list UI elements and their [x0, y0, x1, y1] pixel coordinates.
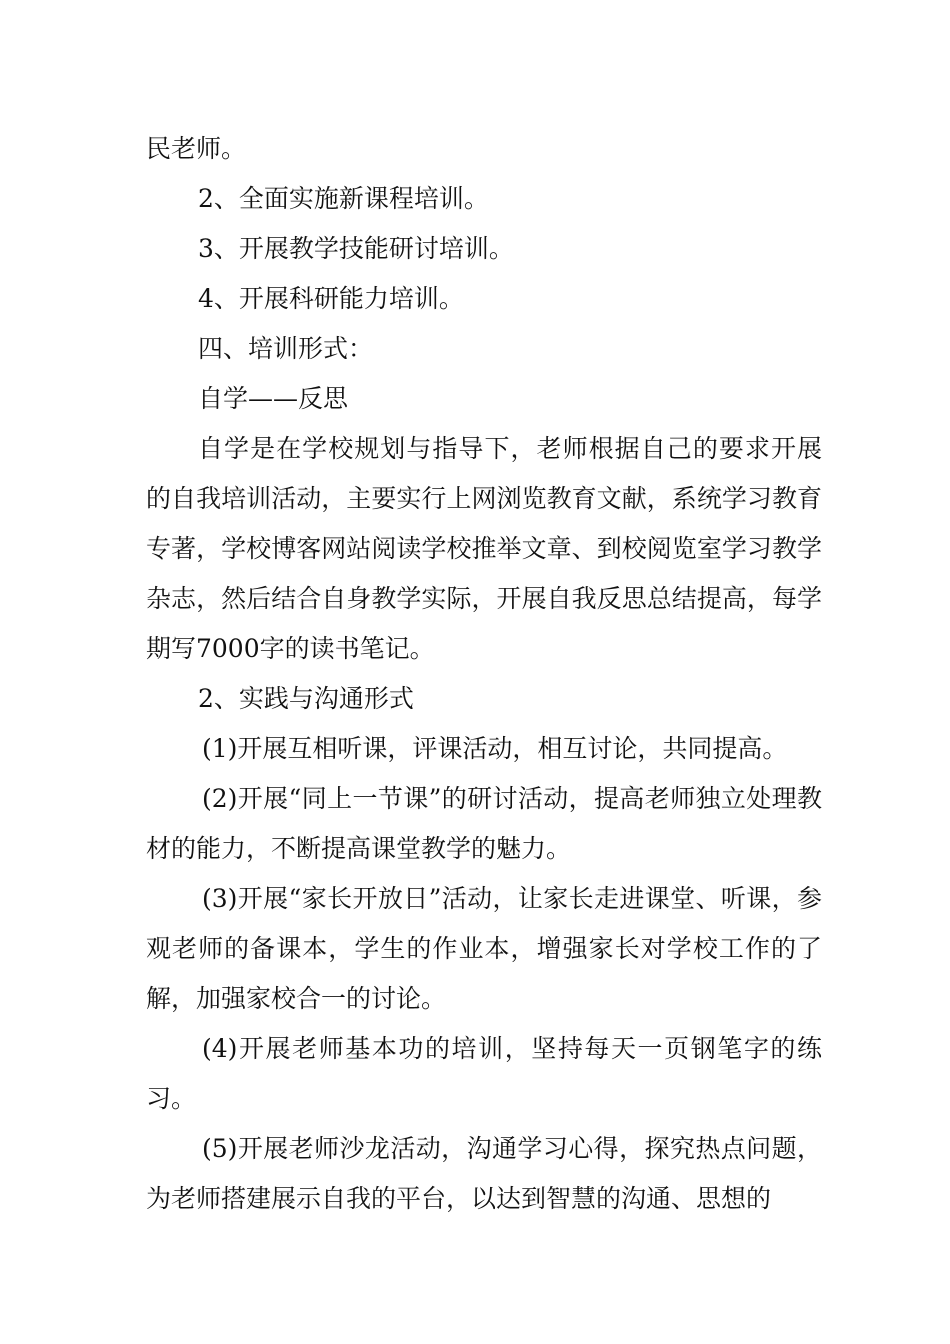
paragraph-practice-3: (3)开展“家长开放日”活动，让家长走进课堂、听课，参观老师的备课本，学生的作业本，增强家长对学校工作的了解，加强家校合一的讨论。 — [146, 884, 822, 1013]
paragraph-practice-2: (2)开展“同上一节课”的研讨活动，提高老师独立处理教材的能力，不断提高课堂教学的魅力。 — [146, 784, 822, 863]
paragraph-practice-4: (4)开展老师基本功的培训，坚持每天一页钢笔字的练习。 — [146, 1034, 822, 1113]
section-heading-training-forms: 四、培训形式： — [198, 334, 374, 363]
document-body — [146, 124, 822, 1224]
paragraph-continuation: 民老师。 — [146, 134, 247, 163]
subheading-practice: 2、实践与沟通形式 — [198, 684, 414, 713]
paragraph-self-study: 自学是在学校规划与指导下，老师根据自己的要求开展的自我培训活动，主要实行上网浏览教育文献，系统学习教育专著，学校博客网站阅读学校推举文章、到校阅览室学习教学杂志，然后结合自身教学实际，开展自我反思总结提高，每学期写7000字的读书笔记。 — [146, 434, 822, 663]
paragraph-item-4: 4、开展科研能力培训。 — [198, 284, 464, 313]
paragraph-item-2: 2、全面实施新课程培训。 — [198, 184, 489, 213]
paragraph-practice-5: (5)开展老师沙龙活动，沟通学习心得，探究热点问题，为老师搭建展示自我的平台，以达到智慧的沟通、思想的 — [146, 1134, 822, 1213]
subheading-self-study: 自学——反思 — [198, 384, 349, 413]
paragraph-practice-1: (1)开展互相听课，评课活动，相互讨论，共同提高。 — [202, 734, 788, 763]
paragraph-item-3: 3、开展教学技能研讨培训。 — [198, 234, 514, 263]
